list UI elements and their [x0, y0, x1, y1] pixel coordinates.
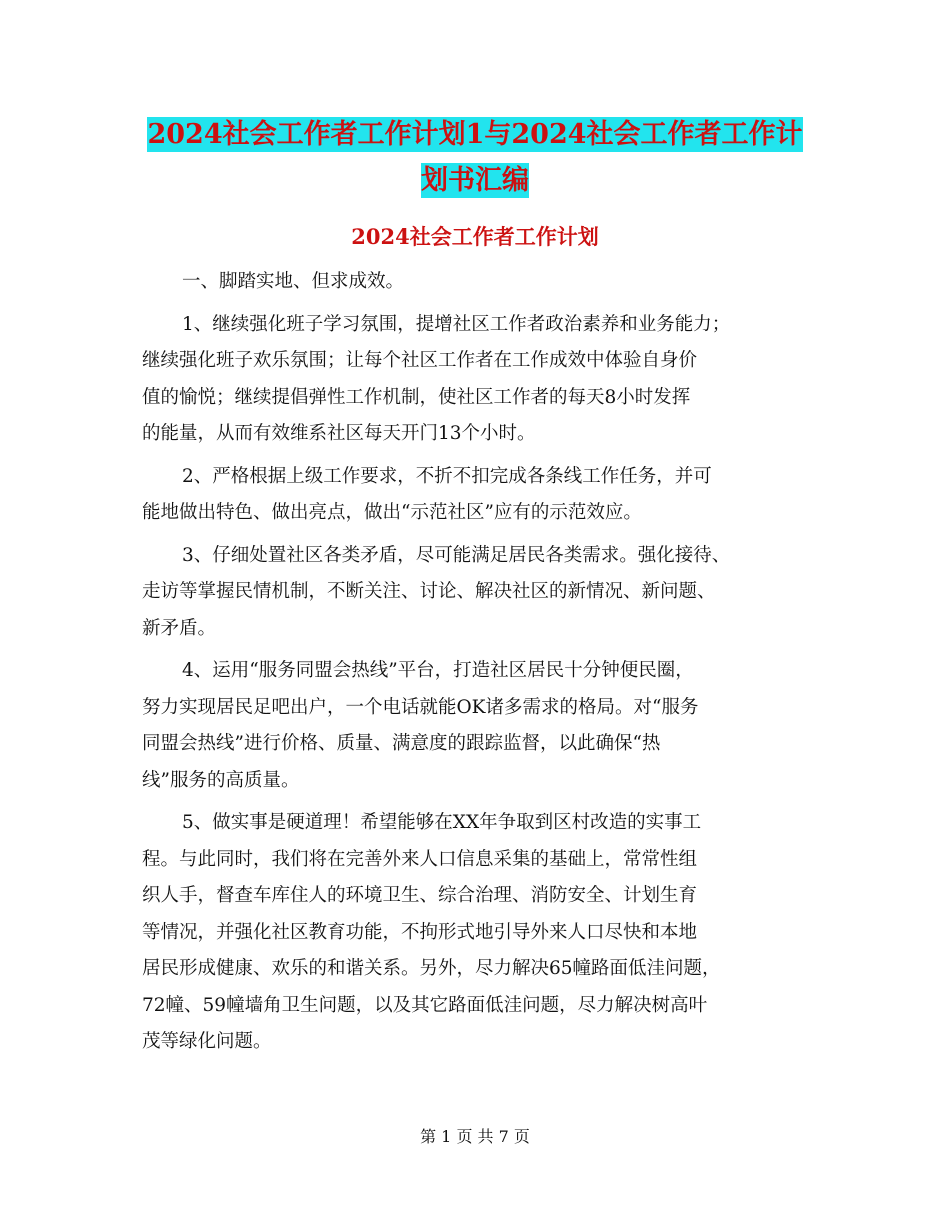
paragraph-line: 4、运用“服务同盟会热线”平台，打造社区居民十分钟便民圈， — [182, 660, 694, 681]
paragraph-line: 1、继续强化班子学习氛围，提增社区工作者政治素养和业务能力； — [182, 313, 731, 335]
paragraph-2 — [142, 307, 810, 453]
document-title — [0, 112, 950, 204]
paragraph-line: 的能量，从而有效维系社区每天开门13个小时。 — [142, 423, 536, 444]
section-title: 2024社会工作者工作计划 — [351, 224, 599, 249]
document-body — [142, 264, 810, 1061]
paragraph-3 — [142, 459, 810, 532]
paragraph-5 — [142, 653, 810, 799]
paragraph-line: 新矛盾。 — [142, 617, 217, 639]
paragraph-1 — [142, 264, 810, 301]
page-footer: 第 1 页 共 7 页 — [420, 1127, 530, 1146]
paragraph-line: 3、仔细处置社区各类矛盾，尽可能满足居民各类需求。强化接待、 — [182, 544, 731, 566]
paragraph-line: 能地做出特色、做出亮点，做出“示范社区”应有的示范效应。 — [142, 502, 642, 523]
document-title-line-2: 划书汇编 — [421, 165, 529, 196]
paragraph-line: 走访等掌握民情机制，不断关注、讨论、解决社区的新情况、新问题、 — [142, 581, 716, 602]
paragraph-line: 一、脚踏实地、但求成效。 — [182, 271, 405, 292]
document-title-line-1: 2024社会工作者工作计划1与2024社会工作者工作计 — [147, 119, 803, 150]
paragraph-line: 同盟会热线”进行价格、质量、满意度的跟踪监督，以此确保“热 — [142, 733, 661, 754]
paragraph-line: 织人手，督查车库住人的环境卫生、综合治理、消防安全、计划生育 — [142, 885, 698, 906]
paragraph-line: 程。与此同时，我们将在完善外来人口信息采集的基础上，常常性组 — [142, 848, 698, 870]
paragraph-line: 线”服务的高质量。 — [142, 769, 300, 791]
paragraph-line: 居民形成健康、欢乐的和谐关系。另外，尽力解决65幢路面低洼问题， — [142, 958, 721, 979]
paragraph-line: 努力实现居民足吧出户，一个电话就能OK诸多需求的格局。对“服务 — [142, 696, 699, 718]
paragraph-line: 茂等绿化问题。 — [142, 1031, 272, 1052]
paragraph-line: 等情况，并强化社区教育功能，不拘形式地引导外来人口尽快和本地 — [142, 921, 698, 943]
paragraph-line: 2、严格根据上级工作要求，不折不扣完成各条线工作任务，并可 — [182, 465, 712, 487]
paragraph-line: 继续强化班子欢乐氛围；让每个社区工作者在工作成效中体验自身价 — [142, 350, 698, 371]
paragraph-line: 72幢、59幢墙角卫生问题，以及其它路面低洼问题，尽力解决树高叶 — [142, 994, 708, 1016]
paragraph-line: 5、做实事是硬道理！希望能够在XX年争取到区村改造的实事工 — [182, 812, 702, 833]
paragraph-6 — [142, 805, 810, 1061]
paragraph-4 — [142, 538, 810, 648]
paragraph-line: 值的愉悦；继续提倡弹性工作机制，使社区工作者的每天8小时发挥 — [142, 386, 691, 408]
